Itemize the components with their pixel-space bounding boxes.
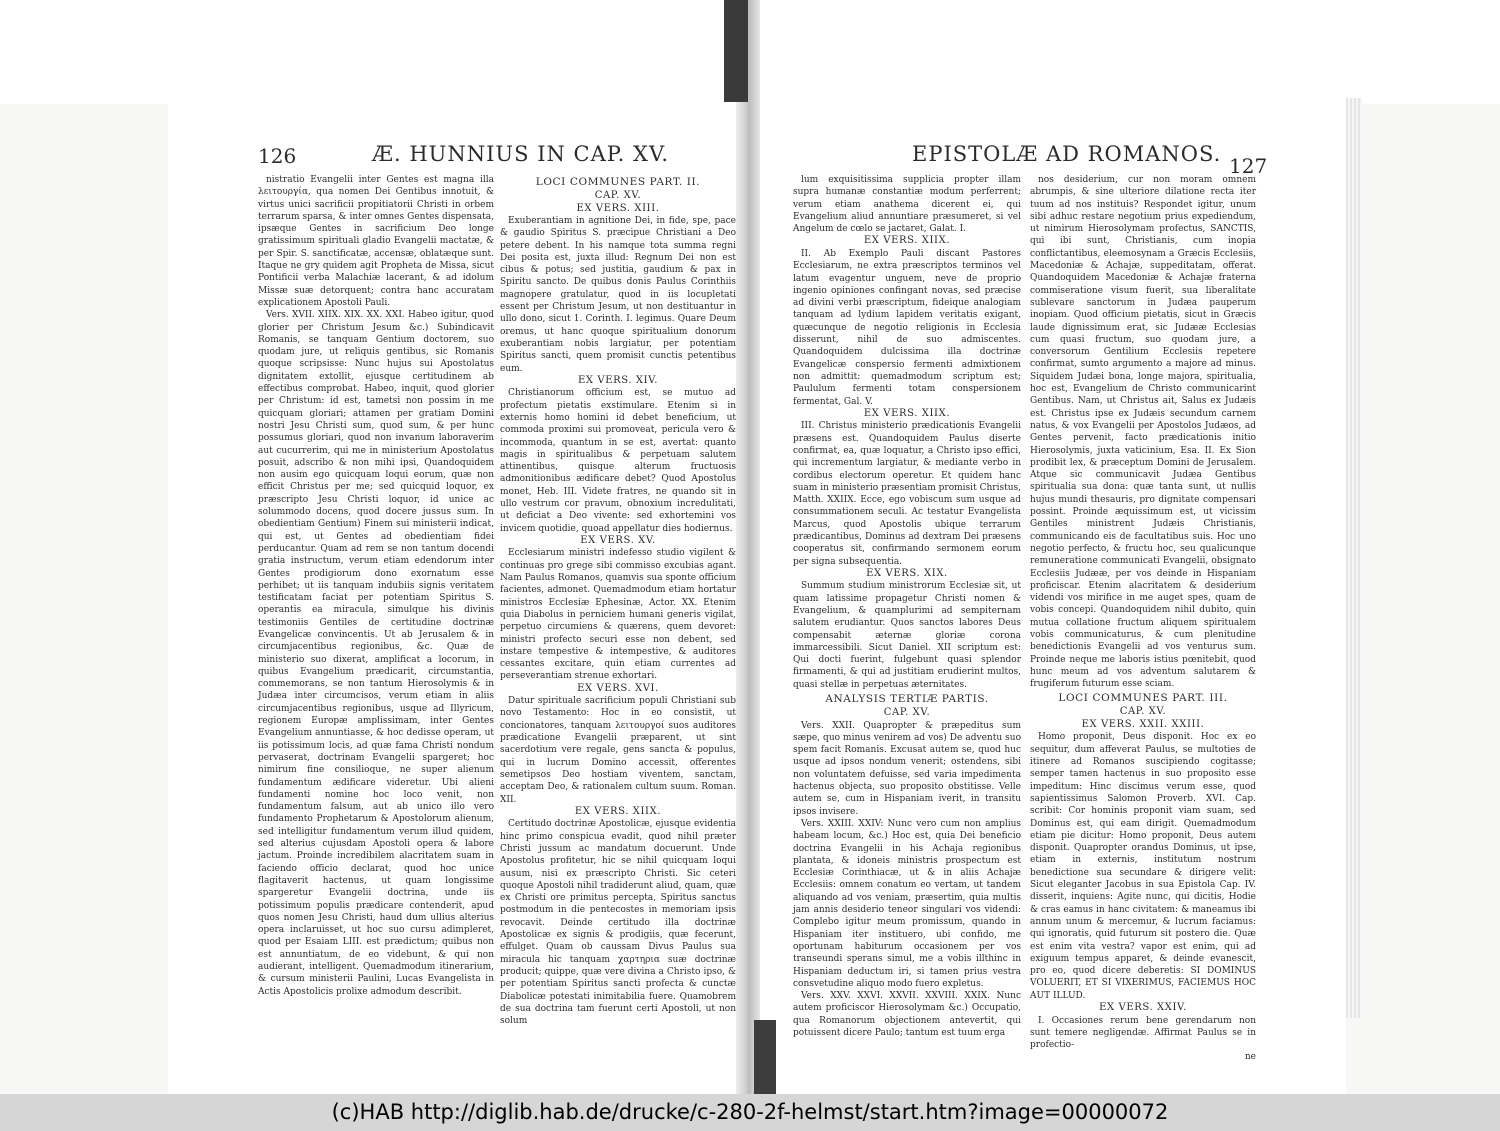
paragraph: nos desiderium, cur non moram omnem abrumpis, & sine ulteriore dilatione recta iter tuum ad nos instituis? Respondet igitur, unum sibi adhuc restare negotium prius expediendum, ut nimirum Hierosolymam profectus, SANCTIS, qui ibi sunt, Christianis, cum inopia conflictantibus, eleemosynam a Græcis Ecclesiis, Macedoniæ & Achajæ, suppeditatam, offerat. Quandoquidem Macedoniæ & Achajæ fraterna commiseratione visum fuerit, sua liberalitate sublevare sanctorum in Judæa pauperum inopiam. Quod officium pietatis, sicut in Græcis laude dignissimum erat, sic Judææ Ecclesias cum quasi fructum, suo quodam jure, a conversorum Gentilium Ecclesiis repetere confirmat, sumto argumento a majore ad minus. Siquidem Judæi bona, longe majora, spiritualia, hoc est, Evangelium de Christo communicarint Gentibus. Nam, ut Christus ait, Salus ex Judæis est. Christus ipse ex Judæis secundum carnem natus, & vox Evangelii per Apostolos Judæos, ad Gentes pervenit, facto prædicationis initio Hierosolymis, juxta vaticinium, Esa. II. Ex Sion prodibit lex, & præceptum Domini de Jerusalem. Atque sic communicavit Judæa Gentibus spiritualia sua dona: quæ tanta sunt, ut nullis hujus mundi thesauris, pro dignitate compensari possint. Proinde æquissimum est, ut vicissim Gentiles ministrent Judæis Christianis, communicando eis de facultatibus suis. Hoc uno negotio perfecto, & fructu hoc, seu qualicunque remuneratione communicati Evangelii, obsignato Ecclesiis Judææ, per vos deinde in Hispaniam proficiscar. Etenim alacritatem & desiderium videndi vos mirifice in me auget spes, quam de vobis concepi. Quandoquidem nihil dubito, quin mutua collatione fructum aliquem spiritualem vobis communicaturus, & cum plenitudine benedictionis Evangelii ad vos venturus sum. Proinde neque me laboris istius pœnitebit, quod hunc meum ad vos adventum salutarem & frugiferum futurum esse sciam.	[1030, 175, 1256, 690]
section-heading: EX VERS. XIIX.	[863, 407, 951, 419]
binding-tab-bottom	[754, 1020, 776, 1096]
paragraph: II. Ab Exemplo Pauli discant Pastores Ecclesiarum, ne extra præscriptos terminos vel latum evagentur unguem, neve de proprio ingenio opiniones confingant novas, sed præcise ad divini verbi præscriptum, fideique analogiam tanquam ad lydium lapidem veritatis exigant, quæcunque de negotio religionis in Ecclesia disserunt, nihil de suo admiscentes. Quandoquidem dulcissima illa doctrinæ Evangelicæ conspersio fermenti admixtionem non admittit: quemadmodum scriptum est; Paululum fermenti totam conspersionem fermentat, Gal. V.	[793, 248, 1021, 407]
catchword: ne	[1244, 1052, 1256, 1063]
section-heading: CAP. XV.	[883, 707, 931, 719]
paragraph: Ecclesiarum ministri indefesso studio vigilent & continuas pro grege sibi commisso excubias agant. Nam Paulus Romanos, quamvis sua sponte officium facientes, admonet. Quemadmodum etiam hortatur ministros Ecclesiæ Ephesinæ, Actor. XX. Etenim quia Diabolus in perniciem humani generis vigilat, perpetuo circumiens & quærens, quem devoret: ministri profecto securi esse non debent, sed instare tempestive & intempestive, & auditores cessantes excitare, quin etiam currentes ad perseverantiam strenue exhortari.	[500, 548, 736, 682]
right-page-column-1	[793, 174, 1021, 1038]
left-page-column-2	[500, 174, 736, 1027]
right-page-column-2	[1030, 174, 1256, 1063]
section-heading: EX VERS. XIII.	[576, 202, 660, 214]
section-heading: CAP. XV.	[1119, 706, 1167, 718]
section-heading: CAP. XV.	[594, 190, 642, 201]
page-edges	[1346, 98, 1362, 1018]
paragraph: Datur spirituale sacrificium populi Christiani sub novo Testamento: Hoc in eo consistit, ut concionatores, tanquam λειτουργοί suos auditores prædicatione Evangelii præparent, ut sint sacerdotium vere regale, gens sancta & populus, qui in lucrum Domino accessit, offerentes semetipsos Deo hostiam viventem, sanctam, acceptam Deo, & rationalem cultum suum. Roman. XII.	[500, 696, 736, 805]
section-heading: EX VERS. XIX.	[866, 567, 948, 579]
section-heading: EX VERS. XXIV.	[1099, 1002, 1187, 1013]
binding-tab-top	[724, 0, 748, 102]
section-heading: LOCI COMMUNES PART. III.	[1058, 692, 1228, 705]
section-heading: EX VERS. XVI.	[577, 682, 659, 694]
paragraph: Vers. XXIII. XXIV: Nunc vero cum non amplius habeam locum, &c.) Hoc est, quia Dei beneficio doctrina Evangelii in his Achaja regionibus plantata, & idoneis ministris prospectum est Ecclesiæ Corinthiacæ, ut & in aliis Achajæ Ecclesiis: omnem conatum eo vertam, ut tandem aliquando ad vos veniam, præsertim, quia multis jam annis desiderio teneor singulari vos videndi: Complebo igitur meum promissum, quando in Hispaniam iter instituero, ubi confido, me oportunam habiturum occasionem per vos transeundi sperans simul, me a vobis illthinc in Hispaniam deductum iri, si tamen prius vestra consvetudine aliquo modo fuero expletus.	[793, 818, 1021, 989]
left-page-column-1	[258, 174, 494, 997]
copyright-footer: (c)HAB http://diglib.hab.de/drucke/c-280-2f-helmst/start.htm?image=00000072	[0, 1094, 1500, 1131]
paragraph: Vers. XXII. Quapropter & præpeditus sum sæpe, quo minus venirem ad vos) De adventu suo spem facit Romanis. Excusat autem se, quod huc usque ad ipsos nondum venerit; ostendens, sibi non voluntatem defuisse, sed varia impedimenta hactenus objecta, suo proposito obstitisse. Velle autem se, cum in Hispaniam iverit, in transitu ipsos invisere.	[793, 720, 1021, 817]
paragraph: Vers. XVII. XIIX. XIX. XX. XXI. Habeo igitur, quod glorier per Christum Jesum &c.) Subindicavit Romanis, se tanquam Gentium doctorem, suo quodam jure, ut reliquis gentibus, sic Romanis quoque scripsisse: Nunc hujus sui Apostolatus dignitatem extollit, ejusque certitudinem ab effectibus comprobat. Habeo, inquit, quod glorier per Christum: id est, tametsi non possim in me quicquam gloriari; attamen per gratiam Domini nostri Jesu Christi sum, quod sum, & per hunc possumus gloriari, quod non invanum laboraverim aut cucurrerim, qui me in ministerium Apostolatus posuit, adscribo & non mihi ipsi, Quandoquidem non ausim ego quicquam loqui eorum, quæ non efficit Christus per me; sed quicquid loquor, ex præscripto Jesu Christi loquor, id unice ac solummodo docens, quod docere jussus sum. In obedientiam Gentium) Finem sui ministerii indicat, qui est, ut Gentes ad obedientiam fidei perducantur. Quam ad rem se non tantum docendi gratia instructum, verum etiam edendorum inter Gentes prodigiorum dono exornatum esse perhibet; ut iis tanquam indubiis signis veritatem testificatam faciat per potentiam Spiritus S. operantis ea miracula, simulque his divinis testimoniis Gentiles de certitudine doctrinæ Evangelicæ convincentis. Ut ab Jerusalem & in circumjacentibus regionibus, &c. Quæ de ministerio suo dixerat, amplificat a locorum, in quibus Evangelium prædicarit, circumstantia, commemorans, se non tantum Hierosolymis & in Judæa inter circumcisos, verum etiam in aliis circumjacentibus regionibus, usque ad Illyricum, regionem Europæ amplissimam, inter Gentes Evangelium annuntiasse, & hoc dedisse operam, ut iis potissimum locis, ad quæ fama Christi nondum pervaserat, doctrinam Evangelii spargeret; hoc nimirum fine consilioque, ne super alienum fundamentum ædificare videretur. Ubi alieni fundamenti nomine hoc loco venit, non fundamentum falsum, aut ab unico illo vero fundamento Prophetarum & Apostolorum alienum, sed intelligitur fundamentum verum illud quidem, sed alterius cujusdam Apostoli opera & labore jactum. Proinde incredibilem alacritatem suam in faciendo officio declarat, quod hoc unice flagitaverit hactenus, ut quam longissime spargeretur Evangelii doctrina, unde iis potissimum populis prædicare contenderit, apud quos nomen Jesu Christi, haud dum ullius alterius opera inclaruisset, ut hoc suo cursu adimpleret, quod per Esaiam LIII. est prædictum; quibus non est annuntiatum, de eo videbunt, & qui non audierant, intelligent. Quemadmodum itinerarium, & cursum ministerii Paulini, Lucas Evangelista in Actis Apostolicis prolixe admodum describit.	[258, 310, 494, 997]
paragraph: I. Occasiones rerum bene gerendarum non sunt temere negligendæ. Affirmat Paulus se in profectio-	[1030, 1015, 1256, 1051]
paragraph: Vers. XXV. XXVI. XXVII. XXVIII. XXIX. Nunc autem proficiscor Hierosolymam &c.) Occupatio, qua Romanorum objectionem antevertit, qui potuissent dicere Paulo; tantum est tuum erga	[793, 991, 1021, 1038]
section-heading: LOCI COMMUNES PART. II.	[535, 176, 701, 188]
section-heading: EX VERS. XIIX.	[863, 235, 951, 247]
section-heading: EX VERS. XIV.	[577, 374, 659, 386]
paragraph: Summum studium ministrorum Ecclesiæ sit, ut quam latissime propagetur Christi nomen & Evangelium, & quamplurimi ad sempiternam salutem erudiantur. Quos sanctos labores Deus compensabit æternæ gloriæ corona immarcessibili. Sicut Daniel. XII scriptum est: Qui docti fuerint, fulgebunt quasi splendor firmamenti, & qui ad justitiam erudierint multos, quasi stellæ in perpetuas æternitates.	[793, 581, 1021, 690]
paragraph: Christianorum officium est, se mutuo ad profectum pietatis exstimulare. Etenim si in externis homo homini id debet beneficium, ut commoda proximi sui promoveat, pericula vero & incommoda, quantum in se est, avertat: quanto magis in spiritualibus & perpetuam salutem attinentibus, quisque alterum fructuosis admonitionibus ædificare debet? Quod Apostolus monet, Heb. III. Videte fratres, ne quando sit in ullo vestrum cor pravum, obnoxium incredulitati, ut deficiat a Deo vivente: sed exhortemini vos invicem quotidie, quoad appellatur dies hodiernus.	[500, 388, 736, 534]
section-heading: EX VERS. XIIX.	[574, 805, 662, 817]
section-heading: EX VERS. XXII. XXIII.	[1081, 718, 1205, 730]
paragraph: nistratio Evangelii inter Gentes est magna illa λειτουργία, qua nomen Dei Gentibus innotuit, & virtus unici sacrificii propitiatorii Christi in orbem terrarum sparsa, & inter omnes Gentes dispensata, ipsæque Gentes in sacrificium Deo longe gratissimum spirituali gladio Evangelii mactatæ, & per Spir. S. sanctificatæ, accensæ, oblatæque sunt. Itaque ne gry quidem agit Propheta de Missa, sicut Pontificii verba Malachiæ lacerant, & ad idolum Missæ suæ detorquent; contra hanc accuratam explicationem Apostoli Pauli.	[258, 175, 494, 308]
section-heading: EX VERS. XV.	[580, 534, 656, 546]
paragraph: III. Christus ministerio prædicationis Evangelii præsens est. Quandoquidem Paulus diserte confirmat, ea, quæ loquatur, a Christo ipso effici, qui incrementum largiatur, & mediante verbo in cordibus electorum operetur. Et quidem hanc suam in ministerio præsentiam promisit Christus, Matth. XXIIX. Ecce, ego vobiscum sum usque ad consummationem seculi. Ac testatur Evangelista Marcus, quod Apostolis ubique terrarum prædicantibus, Dominus ad dextram Dei præsens cooperatus sit, confirmando sermonem eorum per signa subsequentia.	[793, 421, 1021, 567]
paragraph: Certitudo doctrinæ Apostolicæ, ejusque evidentia hinc primo conspicua evadit, quod nihil præter Christi jussum ac mandatum docuerunt. Unde Apostolus profitetur, hic se nihil quicquam loqui ausum, nisi ex præscripto Christi. Sic ceteri quoque Apostoli nihil tradiderunt aliud, quam, quæ ex Christi ore primitus percepta, Spiritus sanctus postmodum in die pentecostes in memoriam ipsis revocavit. Deinde certitudo illa doctrinæ Apostolicæ ex signis & prodigiis, quæ fecerunt, effulget. Quam ob caussam Divus Paulus sua miracula hic tanquam χαρτηρια suæ doctrinæ producit; quippe, quæ vere divina a Christo ipso, & per potentiam Spiritus sancti profecta & cunctæ Diabolicæ potestati inimitabilia fuere. Quamobrem de sua doctrina tam fuerunt certi Apostoli, ut non solum	[500, 819, 736, 1027]
left-page-number: 126	[258, 144, 297, 168]
right-page-number: 127	[1229, 154, 1268, 178]
paragraph: lum exquisitissima supplicia propter illam supra humanæ constantiæ modum perferrent; verum etiam anathema dicerent ei, qui Evangelium aliud annuntiare præsumeret, si vel Angelum de cœlo se jactaret, Galat. I.	[793, 175, 1021, 235]
paragraph: Homo proponit, Deus disponit. Hoc ex eo sequitur, dum affeverat Paulus, se multoties de itinere ad Romanos suscipiendo cogitasse; semper tamen hactenus in suo proposito esse impeditum: Hinc discimus verum esse, quod sapientissimus Salomon Proverb. XVI. Cap. scribit: Cor hominis proponit viam suam, sed Dominus est, qui eam dirigit. Quemadmodum etiam pie dicitur: Homo proponit, Deus autem disponit. Quapropter orandus Dominus, ut ipse, etiam in externis, institutum nostrum benedictione sua secundare & dirigere velit: Sicut eleganter Jacobus in sua Epistola Cap. IV. disserit, inquiens: Agite nunc, qui dicitis, Hodie & cras eamus in hanc civitatem: & maneamus ibi annum unum & mercemur, & lucrum faciamus: qui ignoratis, quid futurum sit postero die. Quæ est enim vita vestra? vapor est enim, qui ad exiguum tempus apparet, & deinde evanescit, pro eo, quod dicere deberetis: SI DOMINUS VOLUERIT, ET SI VIXERIMUS, FACIEMUS HOC AUT ILLUD.	[1030, 732, 1256, 1001]
paragraph: Exuberantiam in agnitione Dei, in fide, spe, pace & gaudio Spiritus S. præcipue Christiani a Deo petere debent. In his namque tota summa regni Dei posita est, juxta illud: Regnum Dei non est cibus & potus; sed justitia, gaudium & pax in Spiritu sancto. De quibus donis Paulus Corinthiis magnopere gratulatur, quod in iis locupletati essent per Christum Jesum, ut non destituantur in ullo dono, sicut 1. Corinth. I. legimus. Quare Deum oremus, ut hanc quoque spiritualium donorum exuberantiam nobis largiatur, per potentiam Spiritus sancti, quem promisit cunctis petentibus eum.	[500, 216, 736, 374]
section-heading: ANALYSIS TERTIÆ PARTIS.	[825, 693, 989, 706]
book-gutter	[736, 0, 760, 1094]
left-running-head: Æ. HUNNIUS IN CAP. XV.	[372, 142, 670, 166]
right-running-head: EPISTOLÆ AD ROMANOS.	[912, 142, 1222, 166]
